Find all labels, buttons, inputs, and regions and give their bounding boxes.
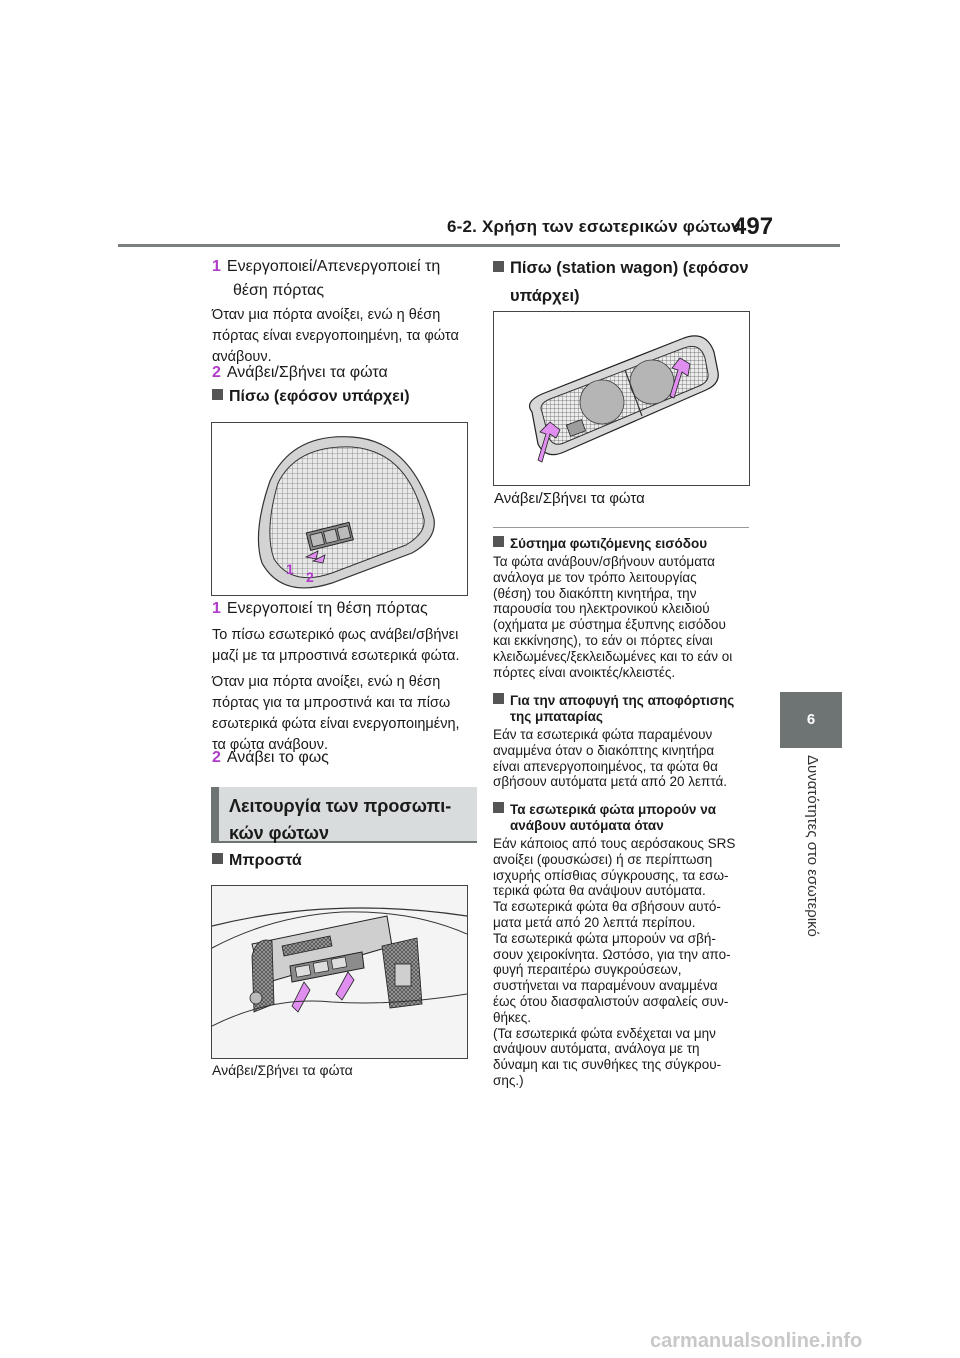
item1-description: [212, 305, 472, 368]
item-text: Ανάβει το φως: [226, 749, 329, 766]
note-line: Τα εσωτερικά φώτα μπορούν να σβή-: [493, 930, 716, 946]
note-body: [493, 554, 755, 680]
wagon-caption: Ανάβει/Σβήνει τα φώτα: [494, 490, 645, 507]
note-title: Για την αποφυγή της αποφόρτισης: [510, 693, 735, 708]
page-number: 497: [733, 213, 774, 240]
note-line: έως ότου διασφαλιστούν ασφαλείς συν-: [493, 993, 729, 1009]
desc-line: Όταν μια πόρτα ανοίξει, ενώ η θέση: [212, 674, 441, 690]
front-light-illustration: [212, 886, 467, 1058]
note-line: Εάν κάποιος από τους αερόσακους SRS: [493, 836, 736, 851]
square-bullet-icon: [493, 536, 504, 547]
note-line: κλειδωμένες/ξεκλειδωμένες και το εάν οι: [493, 648, 733, 664]
note-line: (θέση) του διακόπτη κινητήρα, την: [493, 585, 697, 601]
rear-desc2: [212, 672, 474, 756]
note-line: ανάλογα με τον τρόπο λειτουργίας: [493, 569, 697, 585]
desc-line: Το πίσω εσωτερικό φως ανάβει/σβήνει: [212, 627, 459, 643]
desc-line: τα φώτα ανάβουν.: [212, 737, 329, 753]
note-line: (οχήματα με σύστημα έξυπνης εισόδου: [493, 617, 726, 633]
section-title: 6-2. Χρήση των εσωτερικών φώτων: [447, 217, 741, 236]
footer-watermark: carmanualsonline.info: [650, 1330, 863, 1352]
item-text: Ενεργοποιεί/Απενεργοποιεί τη: [226, 258, 441, 275]
item-number: 2: [212, 364, 221, 381]
wagon-heading: [493, 256, 749, 308]
rear-desc1: [212, 625, 474, 667]
band-line: Λειτουργία των προσωπι-: [229, 796, 452, 816]
item-number: 1: [212, 600, 221, 617]
rear-heading: [212, 388, 410, 406]
note-battery: [493, 693, 755, 790]
wagon-light-illustration: [494, 312, 749, 485]
item1: [212, 256, 472, 301]
heading-text: Πίσω (εφόσον υπάρχει): [229, 388, 410, 405]
note-line: είναι απενεργοποιημένος, τα φώτα θα: [493, 758, 718, 774]
note-line: ματα μετά από 20 λεπτά περίπου.: [493, 914, 696, 930]
notes-divider: [493, 527, 749, 528]
note-title: Σύστημα φωτιζόμενης εισόδου: [510, 536, 708, 551]
section-band: [211, 787, 477, 843]
chapter-title: Δυνατότητες στο εσωτερικό: [804, 755, 821, 937]
square-bullet-icon: [493, 261, 504, 272]
desc-line: Όταν μια πόρτα ανοίξει, ενώ η θέση: [212, 307, 441, 323]
note-line: ανοίξει (φουσκώσει) ή σε περίπτωση: [493, 851, 713, 867]
desc-line: πόρτας είναι ενεργοποιημένη, τα φώτα: [212, 328, 459, 344]
item-number: 1: [212, 258, 221, 275]
note-title-cont: ανάβουν αυτόματα όταν: [510, 818, 664, 833]
chapter-tab: 6: [780, 692, 842, 748]
note-line: θήκες.: [493, 1009, 532, 1025]
header-rule: [118, 244, 840, 247]
note-line: συστήνεται να παραμένουν αναμμένα: [493, 978, 718, 994]
front-heading: [212, 852, 302, 870]
square-bullet-icon: [212, 853, 223, 864]
square-bullet-icon: [493, 693, 504, 704]
note-line: Τα φώτα ανάβουν/σβήνουν αυτόματα: [493, 554, 715, 569]
note-line: (Τα εσωτερικά φώτα ενδέχεται να μην: [493, 1025, 716, 1041]
note-line: και εκκίνησης), το εάν οι πόρτες είναι: [493, 632, 713, 648]
callout-1: 1: [286, 561, 294, 577]
heading-text-cont: υπάρχει): [510, 287, 580, 305]
rear-item2: [212, 747, 329, 768]
note-line: τερικά φώτα θα ανάψουν αυτόματα.: [493, 883, 706, 899]
note-line: σουν χειροκίνητα. Ωστόσο, για την απο-: [493, 946, 731, 962]
note-line: σης.): [493, 1072, 524, 1088]
chapter-side-label: [774, 755, 844, 945]
note-line: φυγή περαιτέρω συγκρούσεων,: [493, 962, 682, 978]
square-bullet-icon: [212, 389, 223, 400]
wagon-light-figure: [493, 311, 750, 486]
note-line: αναμμένα όταν ο διακόπτης κινητήρα: [493, 742, 715, 758]
note-illuminated-entry: [493, 536, 755, 680]
note-line: ισχυρής οπίσθιας σύγκρουσης, τα εσω-: [493, 867, 729, 883]
note-title-cont: της μπαταρίας: [510, 709, 603, 724]
rear-light-figure: [211, 422, 468, 596]
note-line: σβήσουν αυτόματα μετά από 20 λεπτά.: [493, 774, 728, 790]
front-caption: Ανάβει/Σβήνει τα φώτα: [212, 1062, 353, 1078]
note-body: [493, 836, 755, 1089]
note-line: ανάψουν αυτόματα, ανάλογα με τη: [493, 1041, 700, 1057]
item-text: Ενεργοποιεί τη θέση πόρτας: [226, 600, 428, 617]
heading-text: Πίσω (station wagon) (εφόσον: [510, 259, 749, 277]
square-bullet-icon: [493, 802, 504, 813]
rear-light-illustration: [212, 423, 467, 595]
note-line: παρουσία του ηλεκτρονικού κλειδιού: [493, 601, 710, 617]
desc-line: ανάβουν.: [212, 349, 272, 365]
note-line: δύναμη και τις συνθήκες της σύγκρου-: [493, 1057, 722, 1073]
desc-line: μαζί με τα μπροστινά εσωτερικά φώτα.: [212, 648, 460, 664]
desc-line: εσωτερικά φώτα είναι ενεργοποιημένη,: [212, 716, 460, 732]
band-line: κών φώτων: [229, 823, 329, 843]
desc-line: πόρτας για τα μπροστινά και τα πίσω: [212, 695, 451, 711]
note-auto-on: [493, 802, 755, 1089]
rear-item1: [212, 598, 428, 619]
item-text: Ανάβει/Σβήνει τα φώτα: [226, 364, 388, 381]
front-light-figure: [211, 885, 468, 1059]
note-body: [493, 727, 755, 790]
item-number: 2: [212, 749, 221, 766]
item-text-cont: θέση πόρτας: [233, 282, 325, 299]
note-title: Τα εσωτερικά φώτα μπορούν να: [510, 802, 717, 817]
note-line: Εάν τα εσωτερικά φώτα παραμένουν: [493, 727, 713, 742]
item2: [212, 362, 388, 383]
heading-text: Μπροστά: [229, 852, 302, 869]
note-line: Τα εσωτερικά φώτα θα σβήσουν αυτό-: [493, 899, 721, 915]
callout-2: 2: [306, 569, 314, 585]
note-line: πόρτες είναι ανοικτές/κλειστές.: [493, 664, 676, 680]
